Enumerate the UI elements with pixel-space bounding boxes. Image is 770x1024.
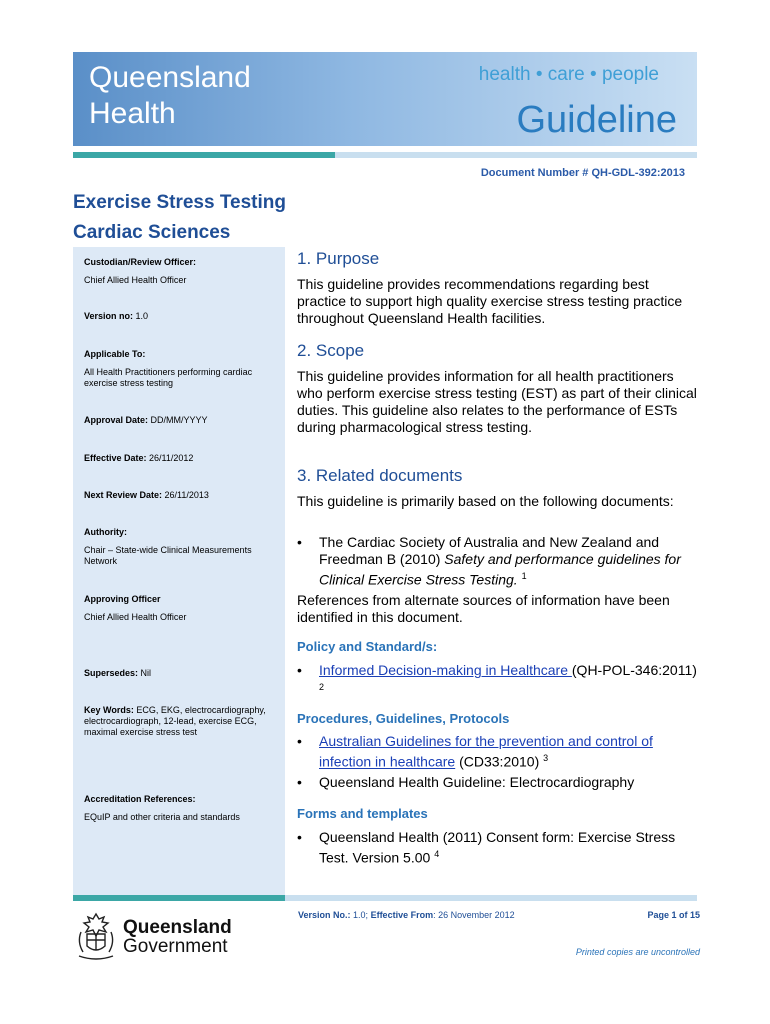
policy-heading: Policy and Standard/s: [297, 639, 438, 654]
next-review-value: 26/11/2013 [164, 490, 209, 500]
next-review-field [84, 490, 279, 501]
purpose-heading: 1. Purpose [297, 249, 380, 268]
footnote-ref: 3 [543, 753, 549, 763]
document-number: Document Number # QH-GDL-392:2013 [480, 167, 685, 179]
government-wordmark [123, 918, 232, 956]
supersedes-field [84, 668, 279, 679]
queensland-government-logo [73, 910, 243, 962]
keywords-label: Key Words: [84, 705, 134, 715]
authority-value: Chair – State-wide Clinical Measurements Network [84, 545, 252, 566]
org-name-line2: Health [89, 97, 176, 130]
version-label: Version no: [84, 311, 134, 321]
applicable-label: Applicable To: [84, 349, 146, 359]
scope-text: This guideline provides information for all health practitioners who perform exercise stress testing (EST) as part of their clinical duties. This guideline also relates to the performance of ESTs during pharmacological stress testing. [297, 368, 697, 435]
accreditation-value: EQuIP and other criteria and standards [84, 812, 240, 822]
scope-heading: 2. Scope [297, 341, 365, 360]
procedures-heading: Procedures, Guidelines, Protocols [297, 711, 510, 726]
infection-guidelines-code: (CD33:2010) [455, 753, 540, 770]
org-name [89, 60, 251, 132]
gov-line2: Government [123, 936, 228, 957]
footer-effective-value: 26 November 2012 [438, 910, 515, 920]
consent-form-text: Queensland Health (2011) Consent form: Exercise Stress Test. Version 5.00 [319, 829, 676, 866]
title-line1: Exercise Stress Testing [73, 192, 286, 213]
applicable-value: All Health Practitioners performing cardiac exercise stress testing [84, 367, 253, 388]
next-review-label: Next Review Date: [84, 490, 163, 500]
footer-version-value: 1.0 [353, 910, 366, 920]
bullet-icon: • [297, 774, 302, 790]
version-field [84, 311, 279, 322]
approval-field [84, 415, 279, 426]
footer-effective-label: Effective From [370, 910, 434, 920]
accreditation-label: Accreditation References: [84, 794, 196, 804]
effective-value: 26/11/2012 [149, 453, 194, 463]
related-bullet-text: The Cardiac Society of Australia and New Zealand and Freedman B (2010) [319, 534, 660, 567]
footnote-ref: 4 [434, 849, 440, 859]
tagline: health • care • people [478, 64, 659, 85]
footnote-ref: 1 [521, 571, 527, 581]
related-documents-heading: 3. Related documents [297, 466, 463, 485]
custodian-label: Custodian/Review Officer: [84, 257, 197, 267]
approving-officer-value: Chief Allied Health Officer [84, 612, 187, 622]
version-value: 1.0 [135, 311, 149, 321]
effective-field [84, 453, 279, 464]
policy-link[interactable]: Informed Decision-making in Healthcare [319, 662, 572, 678]
bullet-icon: • [297, 534, 302, 550]
effective-label: Effective Date: [84, 453, 147, 463]
header-banner [73, 52, 697, 146]
bullet-icon: • [297, 662, 302, 678]
related-intro: This guideline is primarily based on the following documents: [297, 493, 674, 509]
approving-officer-label: Approving Officer [84, 594, 161, 604]
authority-label: Authority: [84, 527, 127, 537]
footer-divider [73, 895, 697, 901]
ecg-guideline-text: Queensland Health Guideline: Electrocardiography [319, 774, 635, 790]
gov-line1: Queensland [123, 917, 232, 938]
coat-of-arms-icon [73, 910, 119, 962]
org-name-line1: Queensland [89, 61, 251, 94]
uncontrolled-note: Printed copies are uncontrolled [575, 947, 700, 957]
keywords-value: ECG, EKG, electrocardiography, electrocardiograph, 12-lead, exercise ECG, maximal exercise stress test [84, 705, 266, 737]
supersedes-value: Nil [140, 668, 152, 678]
bullet-icon: • [297, 829, 302, 845]
infection-guidelines-link[interactable]: Australian Guidelines for the prevention and control of infection in healthcare [319, 733, 653, 770]
approval-label: Approval Date: [84, 415, 149, 425]
footer-version-label: Version No.: [298, 910, 351, 920]
purpose-text: This guideline provides recommendations regarding best practice to support high quality exercise stress testing practice throughout Queensland Health facilities. [297, 276, 683, 326]
document-kind: Guideline [516, 99, 677, 141]
policy-code: (QH-POL-346:2011) [571, 662, 697, 678]
page-number: Page 1 of 15 [647, 910, 700, 920]
footnote-ref: 2 [319, 682, 325, 692]
document-title [73, 188, 286, 248]
metadata-sidebar [73, 247, 285, 896]
footer-version: Version No.: 1.0; Effective From: 26 November 2012 [298, 910, 515, 920]
header-divider [73, 152, 697, 158]
supersedes-label: Supersedes: [84, 668, 139, 678]
keywords-field [84, 705, 279, 738]
bullet-icon: • [297, 733, 302, 749]
title-line2: Cardiac Sciences [73, 222, 231, 243]
forms-heading: Forms and templates [297, 806, 428, 821]
related-alt-text: References from alternate sources of information have been identified in this document. [297, 592, 670, 625]
related-bullet-italic: Safety and performance guidelines for Clinical Exercise Stress Testing. [319, 551, 681, 588]
custodian-value: Chief Allied Health Officer [84, 275, 187, 285]
approval-value: DD/MM/YYYY [150, 415, 208, 425]
